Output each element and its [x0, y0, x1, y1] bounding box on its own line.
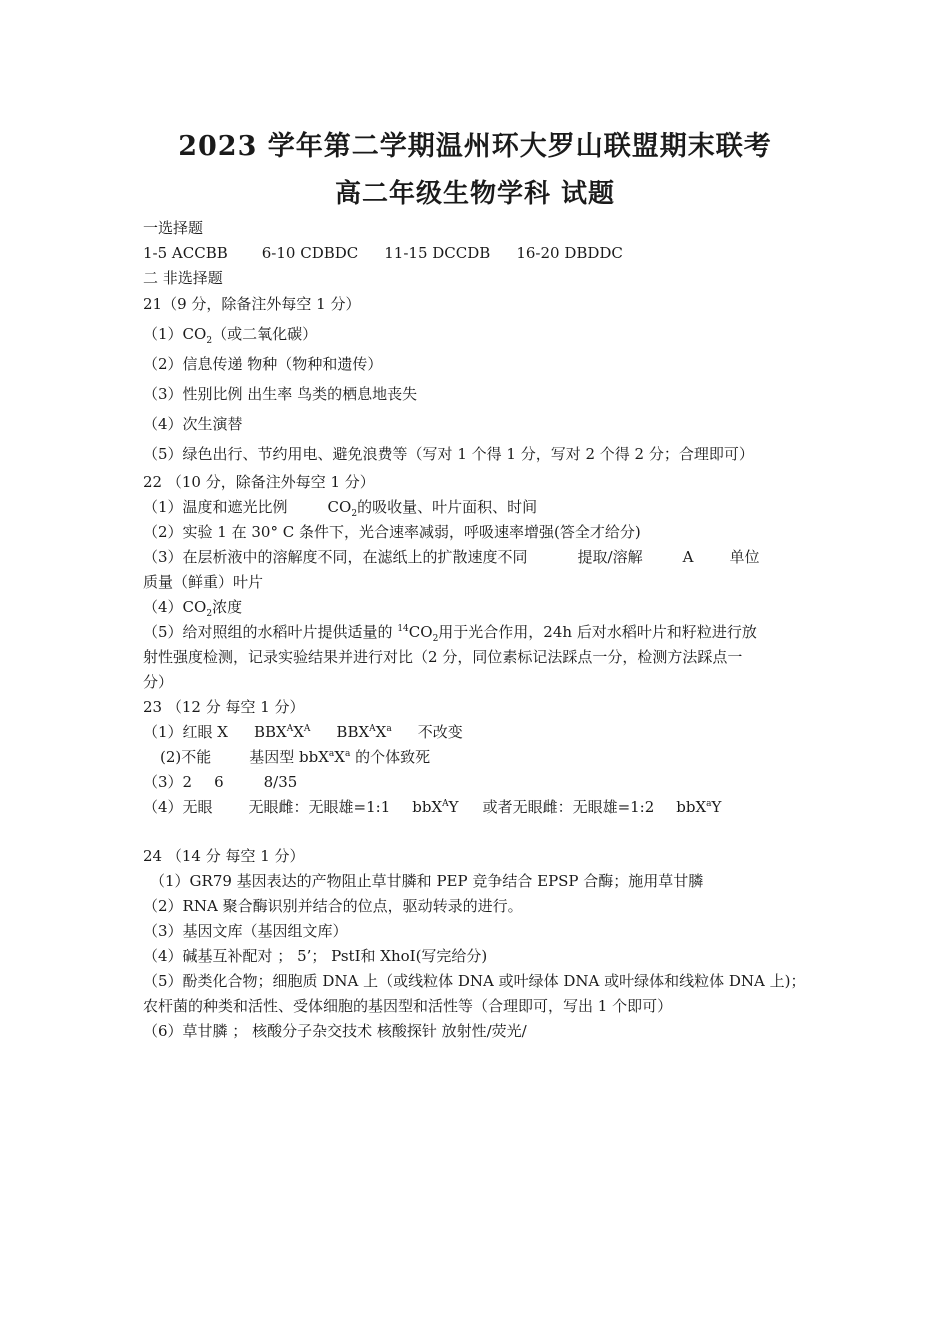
q21-answer-5: （5）绿色出行、节约用电、避免浪费等（写对 1 个得 1 分，写对 2 个得 2 分；合理即可） [143, 445, 754, 463]
q21-heading: 21（9 分，除备注外每空 1 分） [143, 295, 361, 313]
q23-answer-2: (2)不能 基因型 $bbX^aX^a$ 的个体致死 [160, 748, 431, 766]
q22-answer-2: （2）实验 1 在 30° C 条件下，光合速率减弱，呼吸速率增强(答全才给分) [143, 523, 641, 541]
q21-answer-2: （2）信息传递 物种（物种和遗传） [143, 355, 383, 373]
page-subtitle: 高二年级生物学科 试题 [334, 179, 616, 209]
q22-answer-5: （5）给对照组的水稻叶片提供适量的 $^{14}CO_2$用于光合作用，24h 后对水稻叶片和籽粒进行放 [143, 623, 757, 644]
q22-heading: 22 （10 分，除备注外每空 1 分） [143, 473, 375, 491]
q24-answer-5-cont: 农杆菌的种类和活性、受体细胞的基因型和活性等（合理即可，写出 1 个即可） [143, 997, 673, 1015]
q24-answer-5: （5）酚类化合物；细胞质 DNA 上（或线粒体 DNA 或叶绿体 DNA 或叶绿体和线粒体 DNA 上)； [143, 972, 806, 990]
q22-answer-1: （1）温度和遮光比例 $CO_2$的吸收量、叶片面积、时间 [143, 498, 538, 519]
q22-answer-3: （3）在层析液中的溶解度不同，在滤纸上的扩散速度不同 提取/溶解 A 单位 [143, 548, 760, 566]
q21-answer-1: $(1)CO_2$（或二氧化碳） [143, 325, 318, 346]
q23-answer-1: （1）红眼 X $BBX^AX^A$ $BBX^AX^a$ 不改变 [143, 723, 463, 741]
answer-group: 6-10 CDBDC [261, 244, 359, 262]
answer-group: 16-20 DBDDC [516, 244, 623, 262]
q23-answer-3: （3）2 6 8/35 [143, 773, 298, 791]
q24-answer-6: （6）草甘膦 ； 核酸分子杂交技术 核酸探针 放射性/荧光/ [143, 1022, 527, 1040]
choice-answers [143, 243, 823, 263]
answer-group: 1-5 ACCBB [143, 244, 228, 262]
q22-answer-4: $(4)CO_2$浓度 [143, 598, 243, 619]
q24-answer-1: （1）GR79 基因表达的产物阻止草甘膦和 PEP 竞争结合 EPSP 合酶；施用草甘膦 [150, 872, 704, 890]
q24-answer-2: （2）RNA 聚合酶识别并结合的位点，驱动转录的进行。 [143, 897, 523, 915]
q21-answer-3: （3）性别比例 出生率 鸟类的栖息地丧失 [143, 385, 418, 403]
answer-group: 11-15 DCCDB [384, 244, 491, 262]
q23-heading: 23 （12 分 每空 1 分） [143, 698, 305, 716]
q24-answer-4: （4）碱基互补配对 ； 5’； PstⅠ和 XhoⅠ(写完给分) [143, 947, 488, 965]
q22-answer-5-cont: 射性强度检测，记录实验结果并进行对比（2 分，同位素标记法踩点一分，检测方法踩点一 [143, 648, 743, 666]
q22-answer-5-cont: 分） [143, 673, 174, 691]
page-title: 2023 学年第二学期温州环大罗山联盟期末联考 [178, 131, 772, 162]
section2-heading: 二 非选择题 [143, 269, 223, 287]
q24-answer-3: （3）基因文库（基因组文库） [143, 922, 348, 940]
q21-answer-4: （4）次生演替 [143, 415, 243, 433]
q24-heading: 24 （14 分 每空 1 分） [143, 847, 305, 865]
section1-heading: 一选择题 [143, 219, 204, 237]
q22-answer-3-cont: 质量（鲜重）叶片 [143, 573, 264, 591]
q23-answer-4: （4）无眼 无眼雌：无眼雄=1:1 bbX$^A$Y 或者无眼雌：无眼雄=1:2 bbX$^a$Y [143, 798, 722, 816]
